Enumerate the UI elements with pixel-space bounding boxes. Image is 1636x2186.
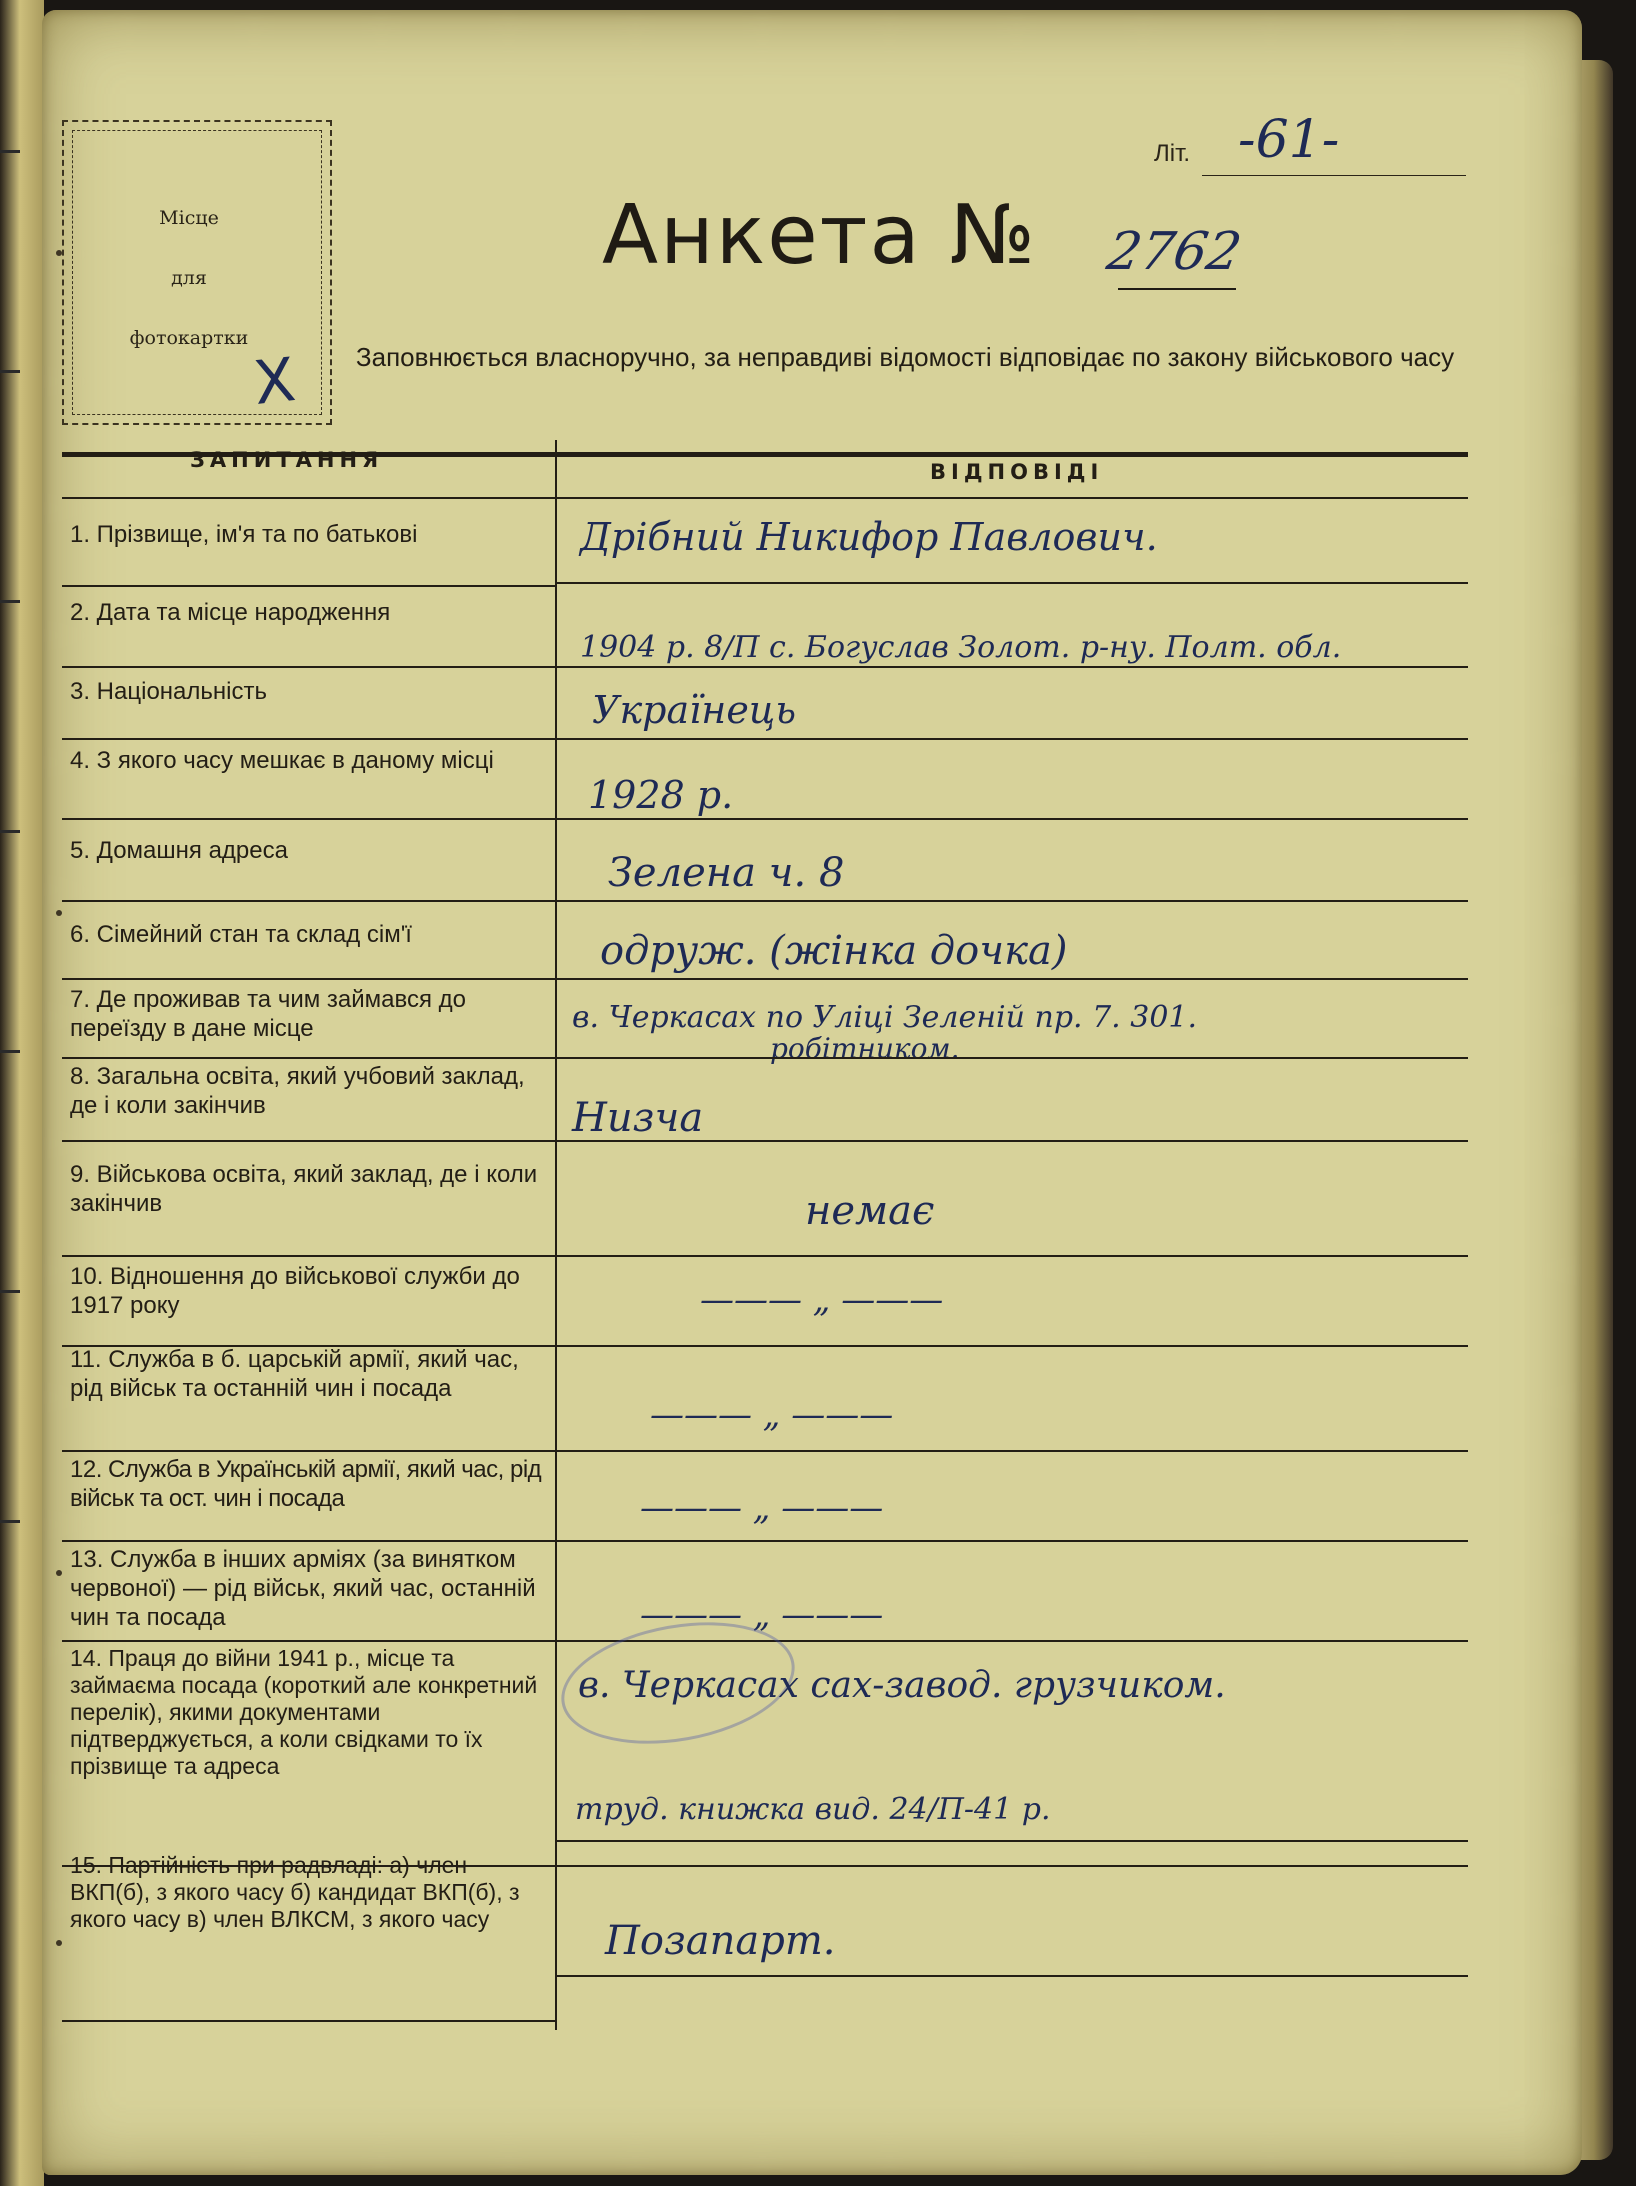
answer-7-line-2: робітником. xyxy=(770,1032,960,1065)
answer-10: ——— „ ——— xyxy=(700,1280,944,1320)
answer-rule xyxy=(555,1840,1468,1842)
photo-label-line-2: для xyxy=(171,267,207,289)
question-14: 14. Праця до війни 1941 р., місце та займаєма посада (короткий але конкретний перелік), якими документами підтверджується, а коли свідками то їх прізвище та адреса xyxy=(70,1645,538,1779)
row-rule xyxy=(62,1140,1468,1142)
question-12: 12. Служба в Українській армії, який час, рід військ та ост. чин і посада xyxy=(70,1456,542,1512)
stitch-hole xyxy=(56,1570,62,1576)
answer-6: одруж. (жінка дочка) xyxy=(600,928,1068,974)
answer-4: 1928 р. xyxy=(588,773,734,817)
question-7: 7. Де проживав та чим займався до переїзду в дане місце xyxy=(70,986,466,1042)
answer-15: Позапарт. xyxy=(605,1918,836,1964)
question-11: 11. Служба в б. царській армії, який час, рід військ та останній чин і посада xyxy=(70,1346,519,1402)
answer-1: Дрібний Никифор Павлович. xyxy=(580,515,1158,559)
binder-rule xyxy=(0,1290,20,1293)
answer-11: ——— „ ——— xyxy=(650,1395,894,1435)
question-15: 15. Партійність при радвладі: а) член ВКП(б), з якого часу б) кандидат ВКП(б), з якого часу в) член ВЛКСМ, з якого часу xyxy=(70,1852,520,1932)
row-rule xyxy=(62,1057,1468,1059)
row-rule xyxy=(62,738,1468,740)
row-rule xyxy=(62,2020,555,2022)
row-rule xyxy=(62,666,1468,668)
row-rule xyxy=(62,818,1468,820)
form-title: Анкета № xyxy=(602,188,1038,283)
answers-header: ВІДПОВІДІ xyxy=(930,460,1104,484)
answer-rule xyxy=(555,582,1468,584)
binder-rule xyxy=(0,370,20,373)
question-10: 10. Відношення до військової служби до 1917 року xyxy=(70,1263,520,1319)
stitch-hole xyxy=(56,1940,62,1946)
photo-label-line-3: фотокартки xyxy=(129,327,249,349)
binder-rule xyxy=(0,150,20,153)
question-9: 9. Військова освіта, який заклад, де і коли закінчив xyxy=(70,1161,538,1217)
row-rule xyxy=(62,978,1468,980)
row-rule xyxy=(62,900,1468,902)
answer-rule xyxy=(555,1975,1468,1977)
header-rule-bottom xyxy=(62,497,1468,499)
answer-12: ——— „ ——— xyxy=(640,1488,884,1528)
answer-3: Українець xyxy=(592,688,797,732)
answer-14-line-1: в. Черкасах сах-завод. грузчиком. xyxy=(578,1665,1226,1706)
lit-underline xyxy=(1202,175,1466,176)
photo-placeholder xyxy=(62,120,332,425)
binder-rule xyxy=(0,830,20,833)
question-8: 8. Загальна освіта, який учбовий заклад, де і коли закінчив xyxy=(70,1063,525,1119)
row-rule xyxy=(62,1450,1468,1452)
column-divider xyxy=(555,440,557,2030)
answer-5: Зелена ч. 8 xyxy=(608,850,845,896)
lit-value: -61- xyxy=(1238,110,1340,170)
binder-rule xyxy=(0,600,20,603)
question-2: 2. Дата та місце народження xyxy=(70,599,391,626)
row-rule xyxy=(62,1255,1468,1257)
questions-header: ЗАПИТАННЯ xyxy=(190,448,384,472)
answer-2: 1904 р. 8/П с. Богуслав Золот. р-ну. Полт. обл. xyxy=(580,630,1342,665)
photo-cross-mark: Х xyxy=(250,345,299,419)
answer-7-line-1: в. Черкасах по Уліці Зеленій пр. 7. 301. xyxy=(572,1000,1198,1035)
question-1: 1. Прізвище, ім'я та по батькові xyxy=(70,521,418,548)
form-number-underline xyxy=(1118,288,1236,290)
row-rule xyxy=(62,1540,1468,1542)
row-rule xyxy=(62,585,555,587)
answer-13: ——— „ ——— xyxy=(640,1595,884,1635)
stitch-hole xyxy=(56,910,62,916)
answer-9: немає xyxy=(805,1188,935,1234)
lit-label: Літ. xyxy=(1154,140,1191,167)
answer-8: Низча xyxy=(572,1095,704,1141)
binder-rule xyxy=(0,1050,20,1053)
question-5: 5. Домашня адреса xyxy=(70,837,288,864)
question-6: 6. Сімейний стан та склад сім'ї xyxy=(70,921,412,948)
answer-14-line-2: труд. книжка вид. 24/П-41 р. xyxy=(575,1792,1051,1827)
question-3: 3. Національність xyxy=(70,678,267,705)
binder-rule xyxy=(0,1520,20,1523)
form-number: 2762 xyxy=(1102,222,1246,282)
question-13: 13. Служба в інших арміях (за винятком червоної) — рід військ, який час, останній чин та посада xyxy=(70,1546,536,1631)
photo-label-line-1: Місце xyxy=(159,207,219,229)
form-subtitle: Заповнюється власноручно, за неправдиві відомості відповідає по закону військового часу xyxy=(355,342,1455,372)
question-4: 4. З якого часу мешкає в даному місці xyxy=(70,747,494,774)
binder-strip xyxy=(0,0,44,2186)
